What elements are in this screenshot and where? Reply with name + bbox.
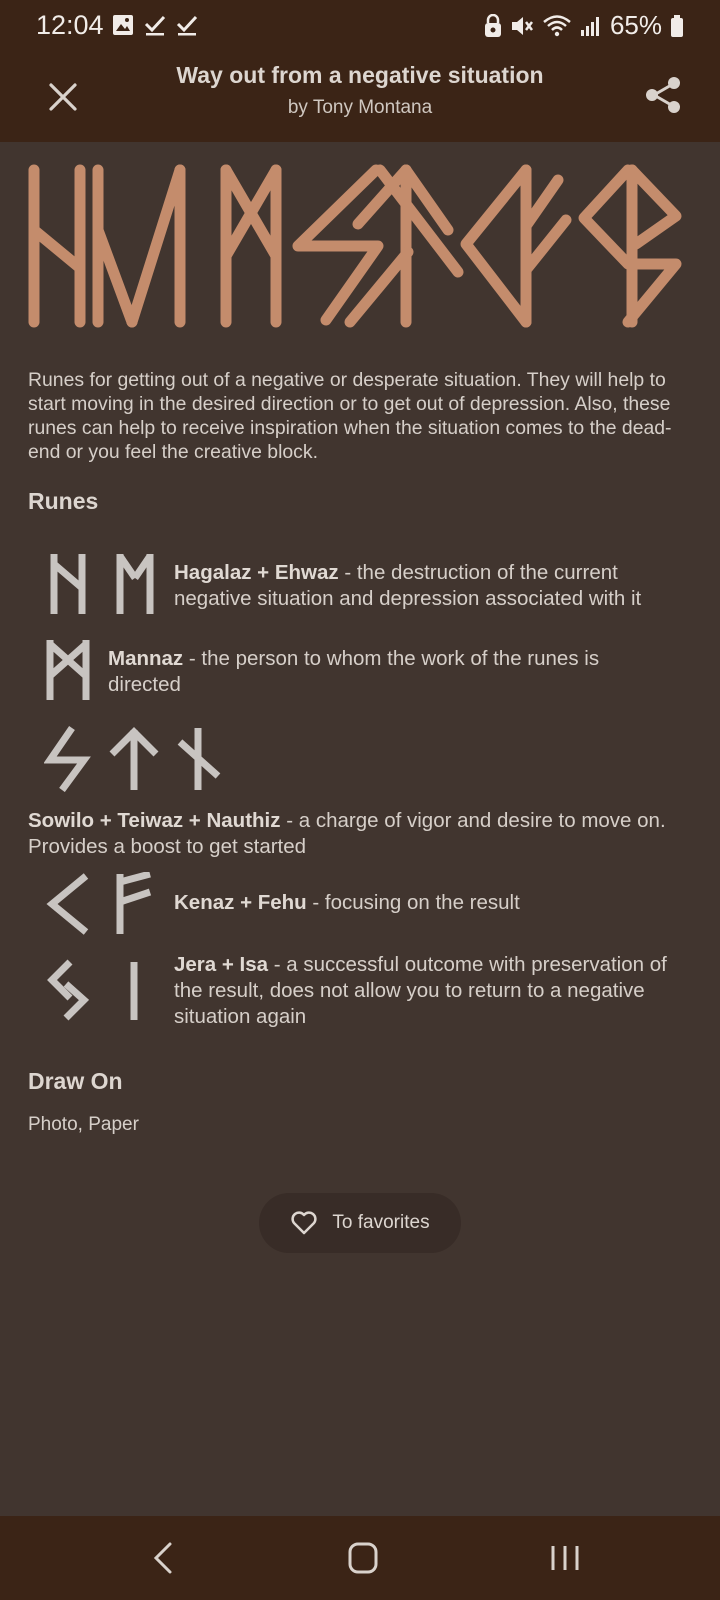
rune-item-description: - the person to whom the work of the runes is directed [108,647,600,696]
recents-button[interactable] [540,1536,590,1580]
rune-item-names: Kenaz + Fehu [174,891,307,914]
mannaz-rune-icon [44,638,92,702]
jera-isa-rune-icon [46,958,156,1022]
gallery-icon [112,14,134,36]
check-icon [176,14,198,36]
page-author: by Tony Montana [287,97,433,118]
rune-item-kenaz-fehu [174,890,694,916]
runes-section-title: Runes [28,488,99,514]
hagalaz-ehwaz-rune-icon [46,552,156,616]
back-icon [140,1536,190,1580]
formula-description: Runes for getting out of a negative or desperate situation. They will help to start moving in the desired direction or to get out of depression. Also, these runes can help to receive inspiration when the situation comes to the dead-end or you feel the creative block. [28,369,672,463]
rune-item-jera-isa [174,952,694,1030]
app-bar [0,52,720,142]
rune-item-description: - the destruction of the current negative situation and depression associated with it [174,561,642,610]
rune-item-description: - focusing on the result [306,891,520,914]
wifi-icon [542,14,572,38]
rune-item-sowilo-teiwaz-nauthiz [28,808,698,860]
recents-icon [540,1536,590,1580]
kenaz-fehu-rune-icon [46,872,156,936]
rune-item-description: - a successful outcome with preservation of the result, does not allow you to return to a negative situation again [174,953,667,1028]
heart-icon [290,1210,318,1236]
page-title: Way out from a negative situation [176,62,544,88]
draw-on-section-title: Draw On [28,1068,123,1094]
lock-icon [484,14,502,38]
rune-item-mannaz [108,646,668,698]
check-icon [144,14,166,36]
share-icon [640,72,686,118]
close-button[interactable] [40,74,86,120]
signal-icon [580,15,602,37]
rune-item-hagalaz-ehwaz [174,560,694,612]
rune-item-names: Jera + Isa [174,953,269,976]
back-button[interactable] [140,1536,190,1580]
share-button[interactable] [640,72,686,118]
rune-item-description: - a charge of vigor and desire to move on. Provides a boost to get started [28,809,666,858]
rune-item-names: Mannaz [108,647,184,670]
rune-item-names: Hagalaz + Ehwaz [174,561,339,584]
status-time: 12:04 [36,10,104,40]
rune-formula-image [28,160,694,338]
to-favorites-button[interactable] [259,1193,461,1253]
sowilo-teiwaz-nauthiz-rune-icon [44,726,224,792]
navigation-bar [0,1516,720,1600]
status-system-icons [484,10,684,41]
home-button[interactable] [338,1536,388,1580]
home-icon [338,1536,388,1580]
status-bar [0,0,720,52]
draw-on-value: Photo, Paper [28,1114,139,1135]
rune-item-names: Sowilo + Teiwaz + Nauthiz [28,809,281,832]
battery-percent: 65% [609,10,662,40]
battery-icon [670,14,684,38]
status-notification-icons [112,14,198,36]
to-favorites-label: To favorites [332,1212,430,1233]
mute-icon [510,14,534,38]
close-icon [40,74,86,120]
